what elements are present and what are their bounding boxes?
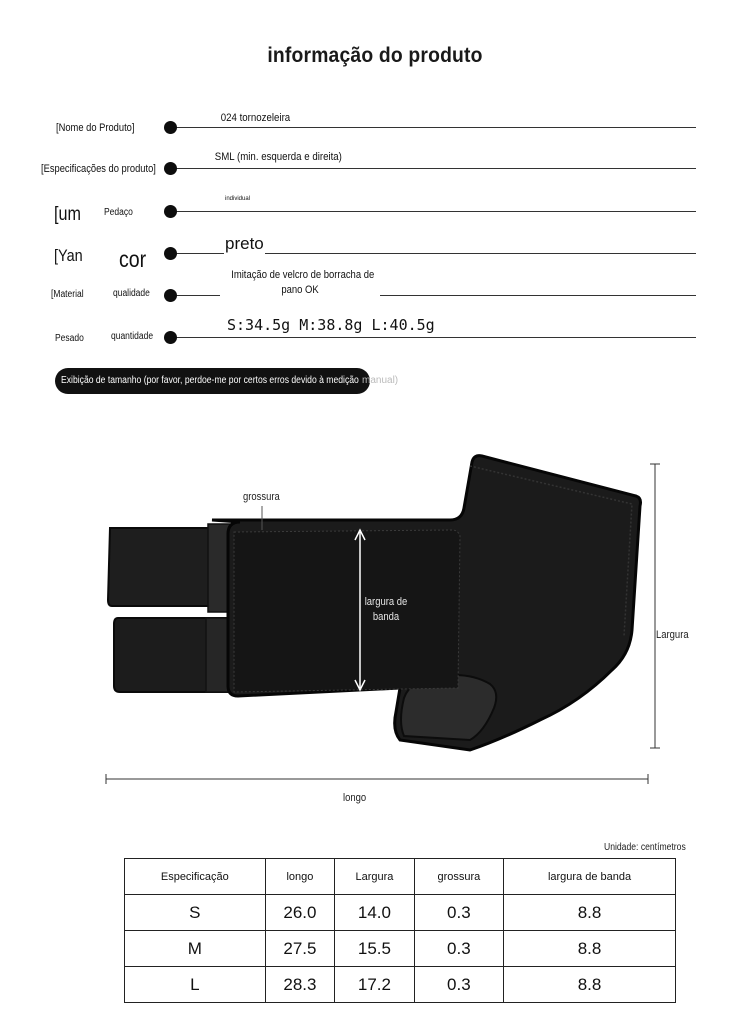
page-title: informação do produto xyxy=(267,44,483,67)
weight-label-b: quantidade xyxy=(111,331,154,342)
table-header: Especificação xyxy=(125,859,266,895)
table-header: longo xyxy=(265,859,335,895)
product-name-value: 024 tornozeleira xyxy=(220,112,291,124)
bullet-dot xyxy=(164,247,177,260)
size-banner-text: Exibição de tamanho (por favor, perdoe-me por certos erros devido à medição xyxy=(61,375,359,386)
row-divider xyxy=(172,211,696,212)
weight-label-a: Pesado xyxy=(55,333,84,344)
table-row xyxy=(125,895,676,931)
table-cell: 15.5 xyxy=(335,931,414,967)
size-banner-tail: manual) xyxy=(362,375,399,386)
color-label-a: [Yan xyxy=(54,246,83,265)
stitched-panel xyxy=(234,530,460,692)
table-cell: 28.3 xyxy=(265,967,335,1003)
material-value xyxy=(220,268,380,298)
table-cell: M xyxy=(125,931,266,967)
table-header: Largura xyxy=(335,859,414,895)
band-width-label xyxy=(358,595,414,625)
bullet-dot xyxy=(164,205,177,218)
table-cell: 8.8 xyxy=(504,931,676,967)
table-cell: 27.5 xyxy=(265,931,335,967)
bullet-dot xyxy=(164,289,177,302)
product-name-label: [Nome do Produto] xyxy=(56,122,135,134)
table-cell: 14.0 xyxy=(335,895,414,931)
row-divider xyxy=(172,337,696,338)
ankle-brace-figure xyxy=(0,440,750,820)
table-cell: 0.3 xyxy=(414,895,503,931)
piece-label-b: Pedaço xyxy=(104,207,133,218)
bullet-dot xyxy=(164,162,177,175)
thickness-label: grossura xyxy=(243,491,280,503)
table-header-row xyxy=(125,859,676,895)
table-cell: 17.2 xyxy=(335,967,414,1003)
table-header: largura de banda xyxy=(504,859,676,895)
table-cell: 8.8 xyxy=(504,895,676,931)
bullet-dot xyxy=(164,121,177,134)
size-table xyxy=(124,858,676,1003)
unit-note: Unidade: centímetros xyxy=(604,842,686,853)
table-cell: 26.0 xyxy=(265,895,335,931)
table-header: grossura xyxy=(414,859,503,895)
material-value-line1: Imitação de velcro de borracha de xyxy=(231,269,375,281)
weight-value: S:34.5g M:38.8g L:40.5g xyxy=(227,316,435,334)
piece-value: individual xyxy=(222,196,253,202)
color-label-b: cor xyxy=(119,246,147,272)
bullet-dot xyxy=(164,331,177,344)
piece-label-a: [um xyxy=(54,204,81,225)
product-spec-label: [Especificações do produto] xyxy=(41,163,156,175)
table-row xyxy=(125,931,676,967)
color-value: preto xyxy=(225,234,264,253)
material-value-line2: pano OK xyxy=(281,284,319,296)
width-label: Largura xyxy=(656,629,689,641)
material-label-a: [Material xyxy=(51,289,84,300)
band-width-label-line1: largura de xyxy=(364,596,408,608)
table-cell: 8.8 xyxy=(504,967,676,1003)
material-label-b: qualidade xyxy=(113,288,150,299)
length-label: longo xyxy=(343,792,367,804)
row-divider xyxy=(172,127,696,128)
product-spec-value: SML (min. esquerda e direita) xyxy=(214,151,342,163)
table-cell: 0.3 xyxy=(414,931,503,967)
table-cell: L xyxy=(125,967,266,1003)
row-divider xyxy=(172,168,696,169)
table-cell: 0.3 xyxy=(414,967,503,1003)
band-width-label-line2: banda xyxy=(372,611,400,623)
table-row xyxy=(125,967,676,1003)
table-cell: S xyxy=(125,895,266,931)
